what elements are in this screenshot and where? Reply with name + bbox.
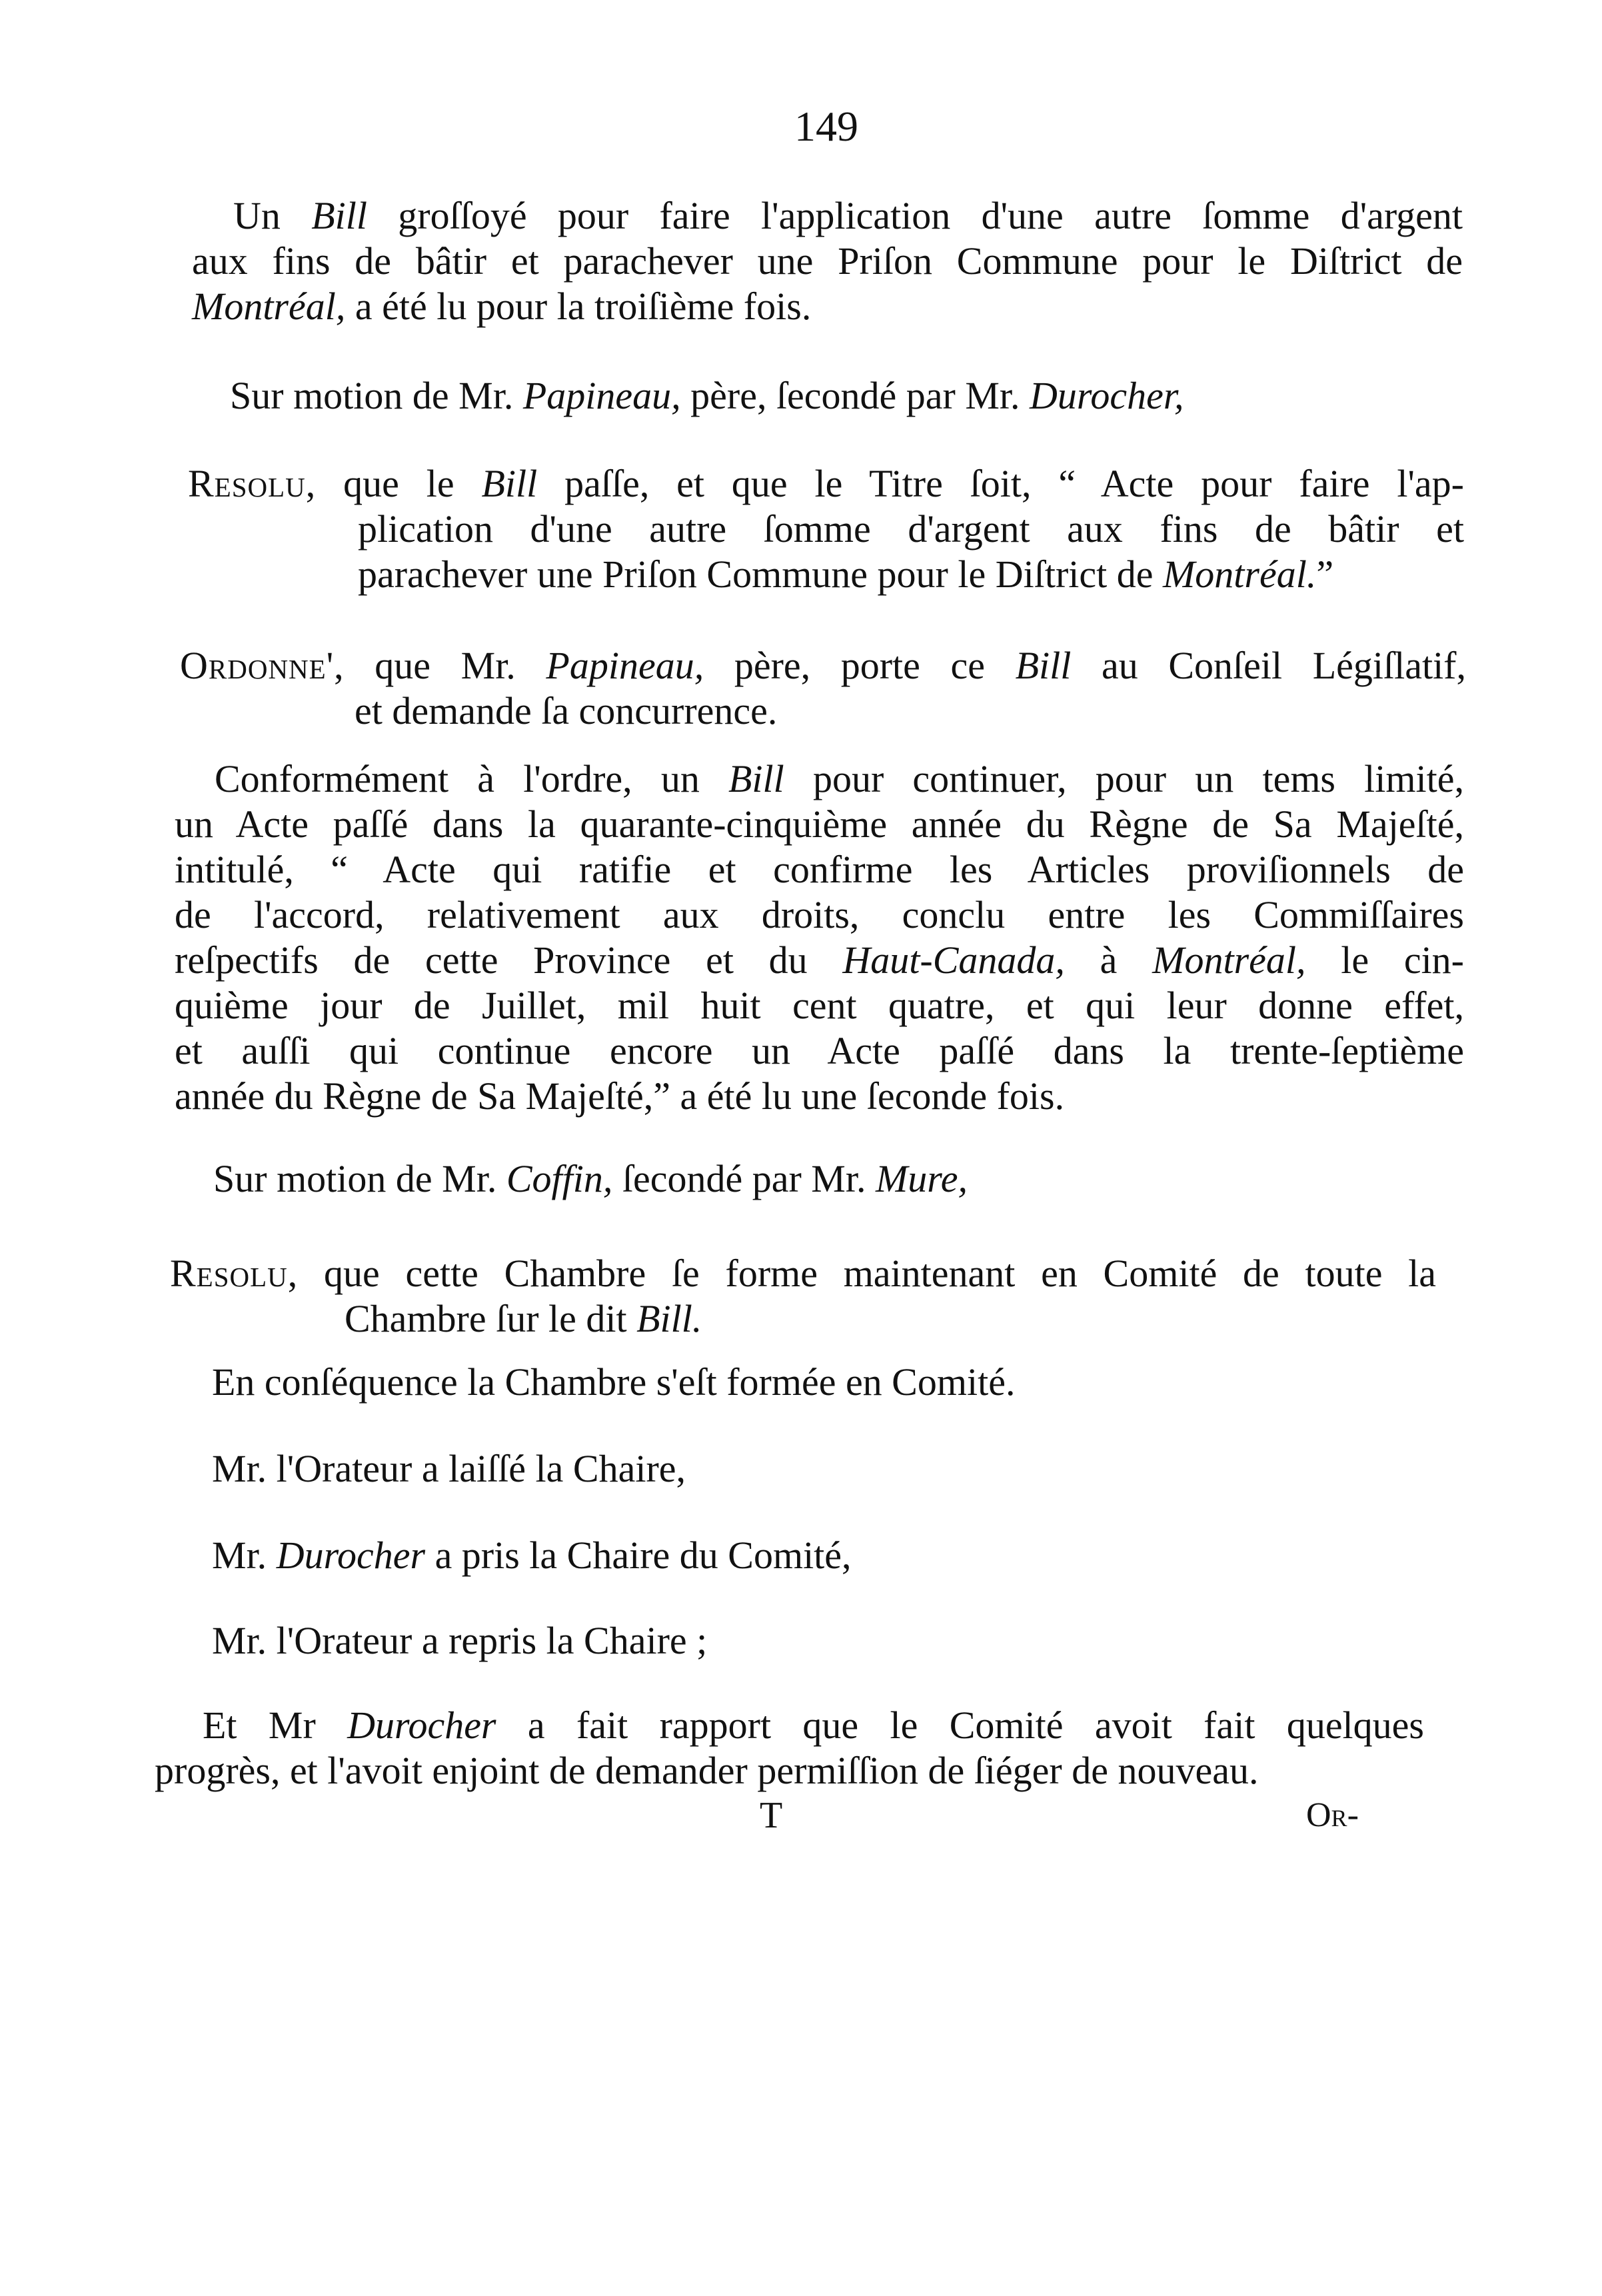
text-line: Chambre ſur le dit Bill. — [345, 1297, 702, 1340]
text-line: plication d'une autre ſomme d'argent aux fins de bâtir et — [358, 507, 1464, 551]
text-line: Mr. l'Orateur a repris la Chaire ; — [212, 1619, 708, 1662]
text-line: et auſſi qui continue encore un Acte paſſé dans la trente-ſeptième — [175, 1029, 1464, 1072]
text-line: Ordonne', que Mr. Papineau, père, porte ce Bill au Conſeil Légiſlatif, — [180, 644, 1466, 687]
signature-mark: T — [760, 1795, 783, 1836]
lead-word: Resolu, — [188, 462, 317, 505]
paragraph-ordonne — [180, 643, 1466, 734]
text-line: Resolu, que le Bill paſſe, et que le Titre ſoit, “ Acte pour faire l'ap- — [188, 462, 1464, 505]
catchword: Or- — [1306, 1796, 1359, 1834]
paragraph-bill-engrossed — [192, 193, 1463, 329]
paragraph-speaker-resumed — [212, 1618, 1411, 1664]
text-line: Et Mr Durocher a fait rapport que le Comité avoit fait quelques — [203, 1704, 1424, 1747]
text-line: Resolu, que cette Chambre ſe forme maintenant en Comité de toute la — [170, 1252, 1437, 1295]
text-line: année du Règne de Sa Majeſté,” a été lu une ſeconde fois. — [175, 1074, 1065, 1118]
text-line: En conſéquence la Chambre s'eſt formée en Comité. — [212, 1360, 1016, 1404]
text-line: Sur motion de Mr. Papineau, père, ſecondé par Mr. Durocher, — [230, 374, 1184, 417]
paragraph-report — [155, 1703, 1424, 1793]
paragraph-durocher-chair — [212, 1533, 1411, 1578]
text-line: Sur motion de Mr. Coffin, ſecondé par Mr. Mure, — [213, 1157, 968, 1200]
text-line: intitulé, “ Acte qui ratifie et confirme les Articles proviſionnels de — [175, 848, 1464, 891]
text-line: Mr. Durocher a pris la Chaire du Comité, — [212, 1534, 852, 1577]
text-line: et demande ſa concurrence. — [355, 689, 778, 732]
paragraph-speaker-left — [212, 1446, 1411, 1492]
text-line: un Acte paſſé dans la quarante-cinquième année du Règne de Sa Majeſté, — [175, 802, 1464, 846]
text-line: aux fins de bâtir et parachever une Priſon Commune pour le Diſtrict de — [192, 239, 1463, 283]
paragraph-resolu-title — [188, 461, 1464, 597]
text-line: quième jour de Juillet, mil huit cent quatre, et qui leur donne effet, — [175, 984, 1464, 1027]
text-line: Mr. l'Orateur a laiſſé la Chaire, — [212, 1447, 686, 1490]
text-line: progrès, et l'avoit enjoint de demander permiſſion de ſiéger de nouveau. — [155, 1749, 1259, 1792]
paragraph-motion-papineau — [230, 373, 1429, 419]
text-line: reſpectifs de cette Province et du Haut-Canada, à Montréal, le cin- — [175, 938, 1464, 982]
paragraph-resolu-committee — [170, 1251, 1436, 1342]
page-number: 149 — [794, 103, 858, 150]
text-line: Un Bill groſſoyé pour faire l'application d'une autre ſomme d'argent — [233, 194, 1463, 237]
text-line: Conformément à l'ordre, un Bill pour continuer, pour un tems limité, — [215, 757, 1464, 800]
paragraph-bill-continue — [175, 756, 1464, 1119]
text-line: parachever une Priſon Commune pour le Diſtrict de Montréal.” — [358, 553, 1334, 596]
text-line: Montréal, a été lu pour la troiſième fois. — [192, 285, 812, 328]
paragraph-house-formed — [212, 1360, 1411, 1405]
paragraph-motion-coffin — [213, 1156, 1413, 1202]
text-line: de l'accord, relativement aux droits, conclu entre les Commiſſaires — [175, 893, 1464, 936]
lead-word: Resolu, — [170, 1252, 299, 1295]
lead-word: Ordonne', — [180, 644, 345, 687]
